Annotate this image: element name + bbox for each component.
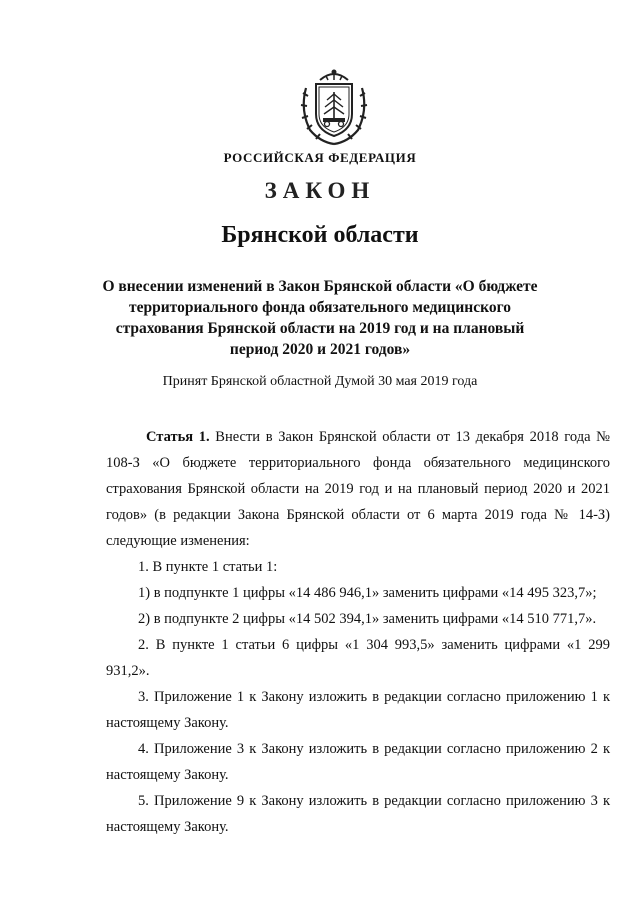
list-item: 5. Приложение 9 к Закону изложить в редакции согласно приложению 3 к настоящему Закону. (106, 793, 610, 835)
subject-line: О внесении изменений в Закон Брянской области «О бюджете (102, 278, 538, 295)
list-item: 2. В пункте 1 статьи 6 цифры «1 304 993,5» заменить цифрами «1 299 931,2». (106, 637, 610, 679)
subject-line: страхования Брянской области на 2019 год и на плановый (115, 320, 525, 337)
region-title: Брянской области (221, 222, 419, 248)
article-1-paragraph (106, 424, 610, 554)
subject-line: период 2020 и 2021 годов» (229, 341, 411, 358)
bryansk-coat-of-arms-icon (296, 66, 372, 146)
adoption-note: Принят Брянской областной Думой 30 мая 2019 года (162, 374, 478, 389)
list-item: 3. Приложение 1 к Закону изложить в редакции согласно приложению 1 к настоящему Закону. (106, 689, 610, 731)
list-item: 4. Приложение 3 к Закону изложить в редакции согласно приложению 2 к настоящему Закону. (106, 741, 610, 783)
federation-title: РОССИЙСКАЯ ФЕДЕРАЦИЯ (223, 150, 417, 165)
law-subject (100, 276, 540, 360)
list-item: 1. В пункте 1 статьи 1: (138, 559, 278, 575)
article-body (106, 424, 610, 840)
law-title: ЗАКОН (264, 178, 376, 203)
article-1-text: Внести в Закон Брянской области от 13 декабря 2018 года № 108-З «О бюджете территориального фонда обязательного медицинского страхования Брянской области на 2019 год и на плановый период 2020 и 2021 годов» (в редакции Закона Брянской области от 6 марта 2019 года № 14-З) следующие изменения: (106, 429, 611, 549)
list-item: 2) в подпункте 2 цифры «14 502 394,1» заменить цифрами «14 510 771,7». (138, 611, 597, 627)
article-label: Статья 1. (146, 429, 210, 445)
list-item: 1) в подпункте 1 цифры «14 486 946,1» заменить цифрами «14 495 323,7»; (138, 585, 597, 601)
subject-line: территориального фонда обязательного медицинского (129, 299, 511, 316)
